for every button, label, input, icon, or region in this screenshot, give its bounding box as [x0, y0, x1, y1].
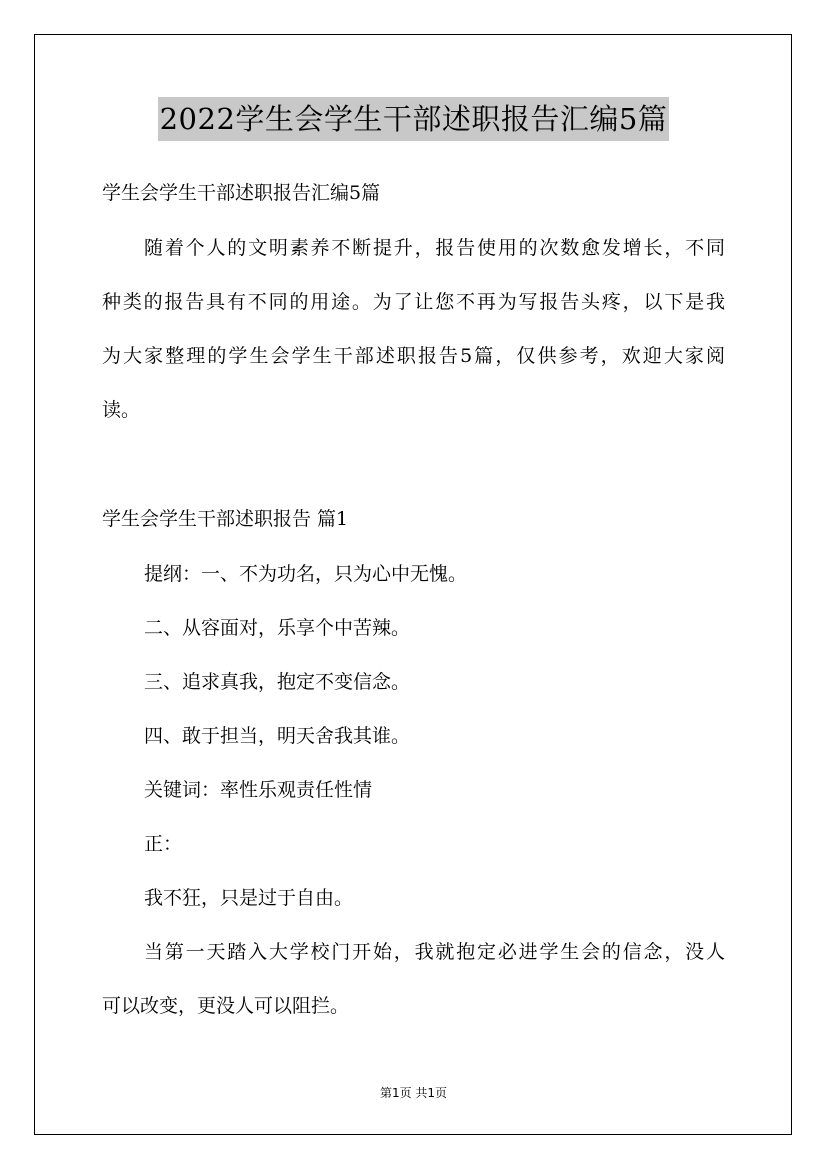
outline-item-2: 二、从容面对，乐享个中苦辣。 [144, 617, 411, 639]
document-title: 2022学生会学生干部述职报告汇编5篇 [158, 97, 670, 141]
body-paragraph-1: 我不狂，只是过于自由。 [144, 887, 354, 909]
outline-item-4: 四、敢于担当，明天舍我其谁。 [144, 725, 411, 747]
outline-item-3: 三、追求真我，抱定不变信念。 [144, 671, 411, 693]
intro-line-3: 为大家整理的学生会学生干部述职报告5篇，仅供参考，欢迎大家阅 [102, 345, 725, 367]
document-subtitle: 学生会学生干部述职报告汇编5篇 [102, 182, 381, 204]
intro-line-4: 读。 [102, 399, 141, 421]
outline-item-1: 提纲：一、不为功名，只为心中无愧。 [144, 563, 468, 585]
intro-line-1: 随着个人的文明素养不断提升，报告使用的次数愈发增长，不同 [144, 237, 725, 259]
body-paragraph-2-line-2: 可以改变，更没人可以阻拦。 [102, 995, 350, 1017]
body-paragraph-2-line-1: 当第一天踏入大学校门开始，我就抱定必进学生会的信念，没人 [144, 941, 725, 963]
page-footer: 第1页 共1页 [379, 1086, 448, 1100]
intro-line-2: 种类的报告具有不同的用途。为了让您不再为写报告头疼，以下是我 [102, 291, 725, 313]
section-heading: 学生会学生干部述职报告 篇1 [102, 508, 349, 530]
title-container [0, 97, 827, 141]
keywords-line: 关键词：率性乐观责任性情 [144, 779, 373, 801]
body-label: 正： [144, 833, 183, 855]
